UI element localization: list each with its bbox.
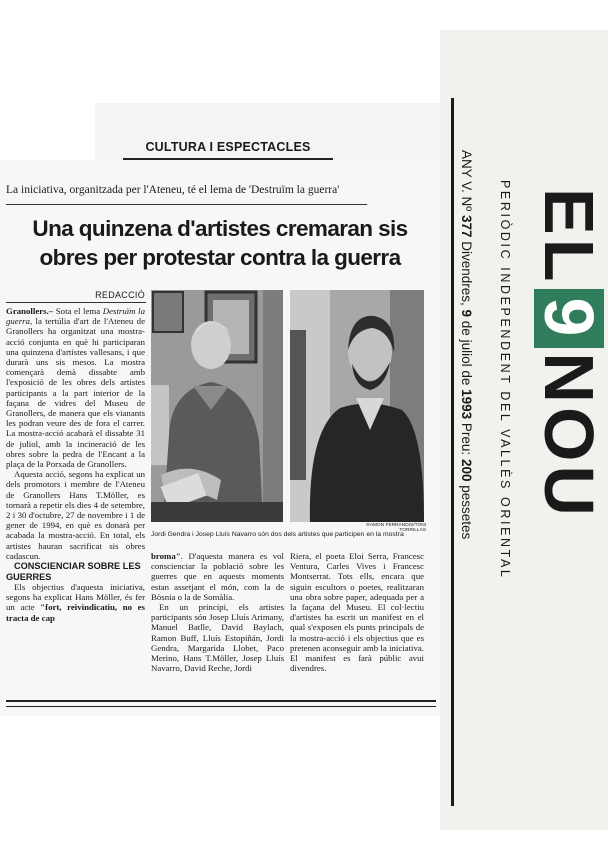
lema: Destruïm la guerra [6, 306, 145, 327]
article-column-2 [151, 551, 284, 673]
kicker: La iniciativa, organitzada per l'Ateneu, té el lema de 'Destruïm la guerra' [6, 184, 340, 196]
paragraph-text: Sota el lema [53, 306, 103, 316]
issue-info [459, 150, 474, 539]
paragraph [6, 582, 145, 623]
headline-line-1: Una quinzena d'artistes cremaran sis [32, 216, 408, 241]
paragraph: Riera, el poeta Eloi Serra, Francesc Ventura, Carles Vives i Francesc Montserrat. Tots ells, encara que siguin escultors o poetes, realitzaran una obra sobre paper, adequada per a la façana del Museu. El col·lectiu d'artistes ha escrit un manifest en el qual s'exposen els punts principals de la mostra-acció i els objectius que es pretenen aconseguir amb la iniciativa. El manifest es farà públic avui divendres. [290, 551, 424, 674]
headline [5, 214, 435, 272]
paragraph [6, 306, 145, 469]
issue-label: ANY V. Nº [459, 150, 474, 215]
section-title: CULTURA I ESPECTACLES [145, 140, 311, 154]
paragraph: Aquesta acció, segons ha explicat un dels promotors i membre de l'Ateneu de Granollers Hans T.Möller, es tornarà a repetir els dies 4 de setembre, 2 i 30 d'octubre, 27 de novembre i 1 de gener de 1994, en què es donarà per acabada la mostra-acció. En total, els artistes hauran sacrificat sis obres cadascun. [6, 469, 145, 561]
photo-caption: Jordi Gendra i Josep Lluís Navarro són dos dels artistes que participen en la mostra [151, 531, 404, 538]
bottom-rule [6, 700, 436, 702]
logo-nine: 9 [534, 289, 604, 348]
price-unit: pessetes [459, 481, 474, 540]
paragraph [151, 551, 284, 602]
masthead-bar [451, 98, 454, 806]
photo-image [151, 290, 283, 522]
photo-image [290, 290, 424, 522]
quote-bold: "fort, reivindicatiu, no es tracta de cap [6, 602, 145, 623]
headline-line-2: obres per protestar contra la guerra [39, 245, 401, 270]
date-weekday: Divendres, [459, 237, 474, 310]
byline: REDACCIÓ [95, 290, 145, 300]
newspaper-logo [530, 188, 608, 520]
logo-el: EL [530, 188, 608, 286]
quote-bold: broma" [151, 551, 181, 561]
article-column-3 [290, 551, 424, 673]
paragraph: En un principi, els artistes participants són Josep Lluís Arimany, Manuel Batlle, David Baylach, Ramon Buff, Lluís Estopiñán, Jordi Gendra, Margarida Llobet, Paco Merino, Hans T.Möller, Josep Lluís Navarro, David Reche, Jordi [151, 602, 284, 674]
logo-nou: NOU [530, 352, 608, 520]
masthead-tagline: PERIÒDIC INDEPENDENT DEL VALLÈS ORIENTAL [498, 180, 512, 580]
issue-number: 377 [459, 214, 474, 238]
photo-credit: RAMON FERRANDIS/TONI TORRILLAS [366, 523, 426, 533]
date-day: 9 [459, 309, 474, 318]
date-year: 1993 [459, 389, 474, 420]
subheading: CONSCIENCIAR SOBRE LES GUERRES [6, 561, 141, 582]
kicker-rule [6, 204, 367, 205]
date-month: de juliol de [459, 317, 474, 390]
article-column-1 [6, 306, 145, 623]
paragraph-text: , la tertúlia d'art de l'Ateneu de Granollers ha organitzat una mostra-acció conjunta en què hi participaran una quinzena d'artistes vallesans, i que durarà uns sis mesos. La mostra començarà demà dissabte amb l'exposició de les obres dels artistes participants a la part interior de la façana de vidres del Museu de Granollers, de manera que els vianants les podran veure des de fora el carrer. La mostra-acció acabarà el dissabte 31 de juliol, amb la incineració de les obres sobre la pedra de l'Encant a la plaça de la Porxada de Granollers. [6, 316, 145, 470]
dateline: Granollers.– [6, 306, 54, 316]
paragraph-text: . D'aquesta manera es vol conscienciar la població sobre les guerres que en aquests moments estan assetjant el món, com la de Bòsnia o la de Somàlia. [151, 551, 284, 602]
photo-jordi-gendra [151, 290, 283, 522]
byline-rule [6, 302, 146, 303]
paragraph-text: Els objectius d'aquesta iniciativa, segons ha explicat Hans Möller, és fer un acte [6, 582, 145, 613]
bottom-rule-thin [6, 706, 436, 707]
photo-josep-lluis-navarro [290, 290, 424, 522]
price-value: 200 [459, 458, 474, 482]
price-label: Preu: [459, 419, 474, 459]
